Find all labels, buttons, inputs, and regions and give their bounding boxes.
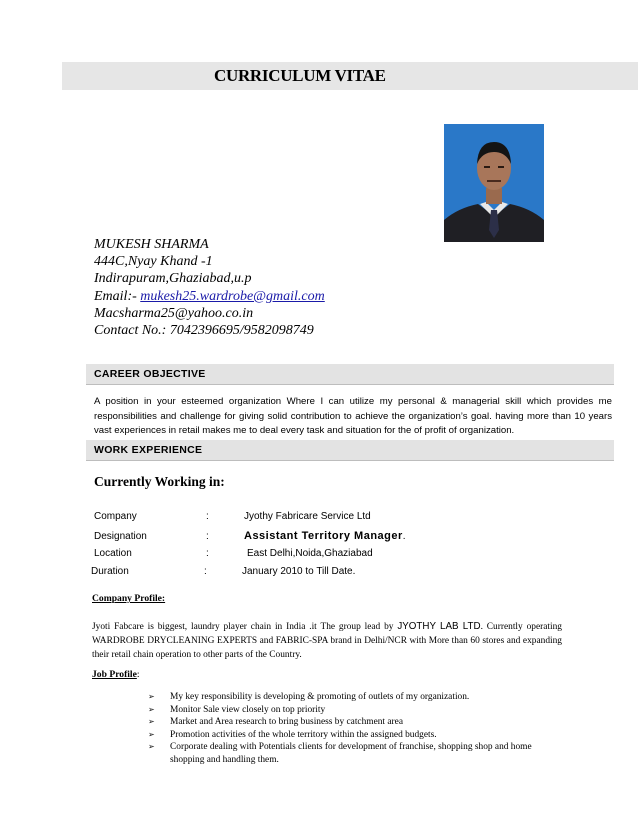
career-objective-text: A position in your esteemed organization Where I can utilize my personal & managerial skill which provides me responsibilities and challenge for giving solid contribution to achieve the organization’s goal. having more than 10 years vast experiences in retail makes me to deal every task and situation for the of profit of organization. — [94, 396, 612, 437]
company-profile-text — [92, 620, 562, 662]
list-item — [148, 729, 568, 742]
designation-sep: : — [206, 531, 209, 542]
arrow-bullet-icon: ➢ — [148, 704, 155, 714]
arrow-bullet-icon: ➢ — [148, 692, 155, 701]
company-profile-part-1: Jyoti Fabcare is biggest, laundry player chain in India .it The group lead by — [92, 622, 398, 632]
duration-sep: : — [204, 566, 207, 577]
company-label: Company — [94, 511, 137, 522]
job-profile-heading: Job Profile — [92, 669, 137, 680]
list-item — [148, 691, 568, 704]
career-objective-heading: CAREER OBJECTIVE — [94, 368, 206, 380]
duration-label: Duration — [91, 566, 129, 577]
arrow-bullet-icon: ➢ — [148, 717, 155, 727]
location-sep: : — [206, 548, 209, 559]
list-item-text: Corporate dealing with Potentials clients for development of franchise, shopping shop and home shopping and handling them. — [170, 742, 532, 765]
arrow-bullet-icon: ➢ — [148, 729, 155, 739]
list-item — [148, 741, 568, 766]
phone-line: Contact No.: 7042396695/9582098749 — [94, 323, 314, 339]
job-profile-heading-line — [92, 669, 140, 680]
designation-label: Designation — [94, 531, 147, 542]
candidate-name: MUKESH SHARMA — [94, 237, 209, 252]
company-sep: : — [206, 511, 209, 522]
page-title: CURRICULUM VITAE — [214, 66, 386, 85]
email-link[interactable]: mukesh25.wardrobe@gmail.com — [140, 288, 325, 304]
list-item-text: My key responsibility is developing & promoting of outlets of my organization. — [170, 692, 470, 702]
address-line-2: Indirapuram,Ghaziabad,u.p — [94, 271, 252, 287]
currently-working-heading: Currently Working in: — [94, 474, 225, 489]
company-profile-brand: JYOTHY LAB LTD — [397, 621, 481, 632]
company-profile-heading: Company Profile: — [92, 593, 166, 604]
email-label: Email:- — [94, 288, 141, 304]
list-item-text: Promotion activities of the whole territory within the assigned budgets. — [170, 729, 437, 740]
address-line-1: 444C,Nyay Khand -1 — [94, 254, 213, 270]
work-experience-heading: WORK EXPERIENCE — [94, 444, 203, 456]
list-item — [148, 716, 568, 729]
location-label: Location — [94, 548, 132, 559]
arrow-bullet-icon: ➢ — [148, 742, 155, 752]
list-item — [148, 704, 568, 717]
location-value: East Delhi,Noida,Ghaziabad — [247, 548, 373, 559]
duration-value: January 2010 to Till Date. — [242, 566, 356, 577]
list-item-text: Monitor Sale view closely on top priority — [170, 704, 326, 715]
designation-value — [244, 530, 406, 542]
company-value: Jyothy Fabricare Service Ltd — [244, 511, 371, 522]
contact-block — [94, 236, 325, 339]
email-line — [94, 288, 325, 305]
company-profile-part-2: . Currently operating WARDROBE DRYCLEANING EXPERTS and FABRIC-SPA brand in Delhi/NCR with More than 60 stores and expanding their retail chain operation to other parts of the Country. — [92, 622, 562, 660]
designation-title: Assistant Territory Manager — [244, 530, 403, 542]
job-profile-colon: : — [136, 669, 140, 680]
list-item-text: Market and Area research to bring business by catchment area — [170, 717, 403, 728]
profile-photo — [444, 124, 544, 242]
email-secondary: Macsharma25@yahoo.co.in — [94, 305, 254, 321]
job-profile-list — [148, 691, 568, 767]
designation-period: . — [402, 531, 406, 542]
